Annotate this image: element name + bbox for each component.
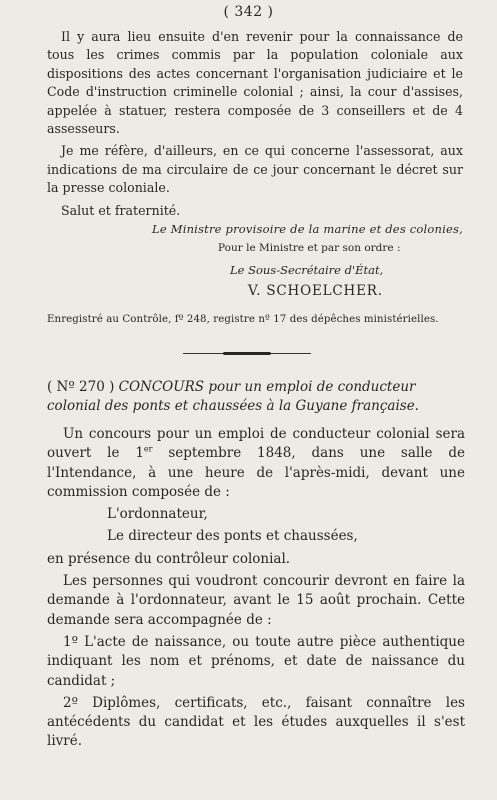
body-text-block: [47, 425, 465, 752]
list-item-acte: 1º L'acte de naissance, ou toute autre pièce authentique indiquant les nom et prénoms, et date de naissance du candidat ;: [47, 633, 465, 689]
registration-note: Enregistré au Contrôle, fº 248, registre nº 17 des dépêches ministérielles.: [47, 314, 439, 325]
paragraph-assessorat: Je me réfère, d'ailleurs, en ce qui concerne l'assessorat, aux indications de ma circulaire de ce jour concernant le décret sur la presse coloniale.: [47, 143, 463, 196]
paragraph-concours-a: Un concours pour un emploi de conducteur colonial sera ouvert le 1: [47, 426, 465, 462]
paragraph-salut: Salut et fraternité.: [61, 202, 181, 218]
signature-sous-secretaire: Le Sous-Secrétaire d'État,: [230, 263, 384, 277]
section-heading: [47, 378, 465, 416]
signature-order-line: Pour le Ministre et par son ordre :: [218, 242, 401, 254]
paragraph-assises: Il y aura lieu ensuite d'en revenir pour la connaissance de tous les crimes commis par la population coloniale aux dispositions des actes concernant l'organisation judiciaire et le Code d'instruction criminelle colonial ; ainsi, la cour d'assises, appelée à statuer, restera composée de 3 conseillers et de 4 assesseurs.: [47, 29, 463, 137]
paragraph-concours: [47, 425, 465, 502]
top-text-block: [47, 28, 463, 220]
paragraph-controleur: en présence du contrôleur colonial.: [47, 550, 291, 567]
section-number: ( Nº 270 ): [47, 379, 115, 395]
commission-member-ordonnateur: L'ordonnateur,: [107, 506, 208, 523]
divider-ornament: [223, 352, 271, 355]
commission-member-directeur: Le directeur des ponts et chaussées,: [107, 528, 358, 545]
signature-minister: Le Ministre provisoire de la marine et des colonies,: [152, 222, 463, 236]
section-divider: [183, 352, 311, 355]
paragraph-concours-b: septembre 1848, dans une salle de l'Intendance, à une heure de l'après-midi, devant une commission composée de :: [47, 445, 466, 500]
paragraph-demande: Les personnes qui voudront concourir devront en faire la demande à l'ordonnateur, avant le 15 août prochain. Cette demande sera accompagnée de :: [47, 573, 465, 628]
page-number: ( 342 ): [223, 4, 274, 20]
superscript-er: er: [143, 444, 153, 454]
list-item-diplomes: 2º Diplômes, certificats, etc., faisant connaître les antécédents du candidat et les études auxquelles il s'est livré.: [47, 694, 465, 750]
section-title: CONCOURS pour un emploi de conducteur colonial des ponts et chaussées à la Guyane française.: [47, 379, 419, 414]
signature-name: V. SCHOELCHER.: [248, 283, 383, 299]
